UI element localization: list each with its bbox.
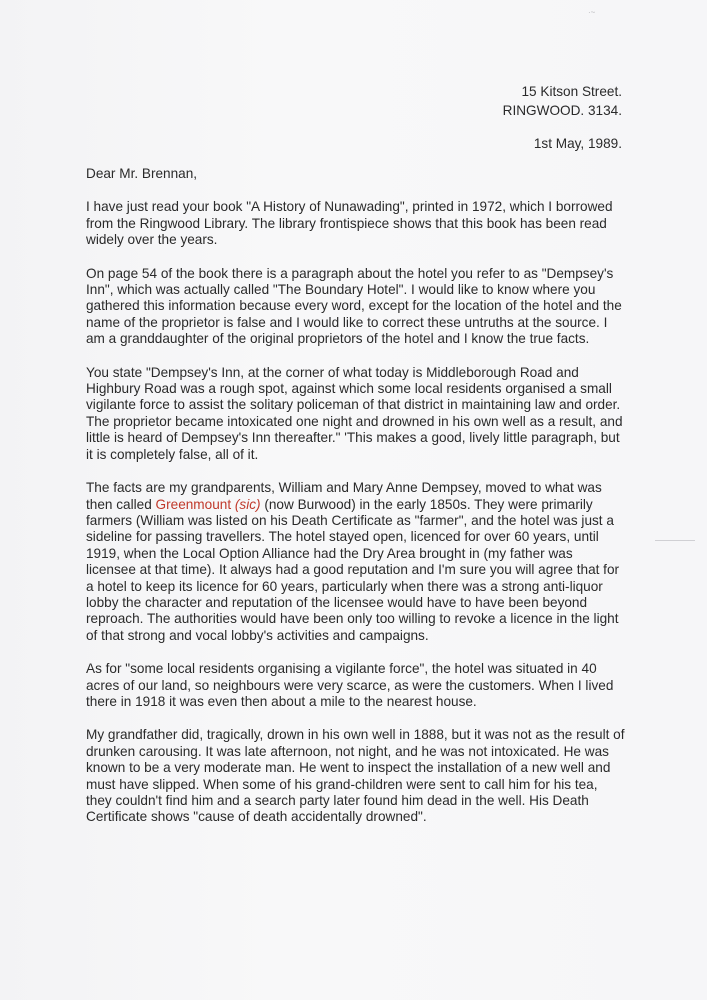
paragraph-4-after: (now Burwood) in the early 1850s. They were primarily farmers (William was listed on his Death Certificate as "farmer", and the hotel was just a sideline for passing travellers. The hotel stayed open, licenced for over 60 years, until 1919, when the Local Option Alliance had the Dry Area brought in (my father was licensee at that time). It always had a good reputation and I'm sure you will agree that for a hotel to keep its licence for 60 years, particularly when there was a strong anti-liquor lobby the character and reputation of the licensee would have to have been beyond reproach. The authorities would have been only too willing to revoke a licence in the light of that strong and vocal lobby's activities and campaigns. [86,496,620,643]
address-line-1: 15 Kitson Street. [521,84,622,99]
paragraph-1: I have just read your book "A History of Nunawading", printed in 1972, which I borrowed from the Ringwood Library. The library frontispiece shows that this book has been read widely over the years. [86,199,613,248]
sic-annotation: (sic) [234,496,261,512]
salutation: Dear Mr. Brennan, [86,166,198,181]
paragraph-3: You state "Dempsey's Inn, at the corner of what today is Middleborough Road and Highbury Road was a rough spot, against which some local residents organised a small vigilante force to assist the solitary policeman of that district in maintaining law and order. The proprietor became intoxicated one night and drowned in his own well as a result, and little is heard of Dempsey's Inn thereafter." 'This makes a good, lively little paragraph, but it is completely false, all of it. [86,364,623,462]
paragraph-4-before: The facts are my grandparents, William and Mary Anne Dempsey, moved to what was then called [86,480,602,512]
paragraph-5: As for "some local residents organising a vigilante force", the hotel was situated in 40 acres of our land, so neighbours were very scarce, as were the customers. When I lived there in 1918 it was even then about a mile to the nearest house. [86,661,614,709]
letter-date: 1st May, 1989. [533,136,622,151]
scan-mark [655,540,695,541]
place-annotation: Greenmount [155,496,232,512]
paragraph-6: My grandfather did, tragically, drown in his own well in 1888, but it was not as the result of drunken carousing. It was late afternoon, not night, and he was not intoxicated. He was known to be a very moderate man. He went to inspect the installation of a new well and must have slipped. When some of his grand-children were sent to call him for his tea, they couldn't find him and a search party later found him dead in the well. His Death Certificate shows "cause of death accidentally drowned". [86,727,625,825]
sender-address [503,82,622,120]
paragraph-2: On page 54 of the book there is a paragraph about the hotel you refer to as "Dempsey's Inn", which was actually called "The Boundary Hotel". I would like to know where you gathered this information because every word, except for the location of the hotel and the name of the proprietor is false and I would like to correct these untruths at the source. I am a granddaughter of the original proprietors of the hotel and I know the true facts. [86,265,622,347]
scan-smudge: ·~ [588,8,596,17]
letter-body [86,166,626,843]
paragraph-4 [86,480,626,644]
address-line-2: RINGWOOD. 3134. [502,103,622,118]
